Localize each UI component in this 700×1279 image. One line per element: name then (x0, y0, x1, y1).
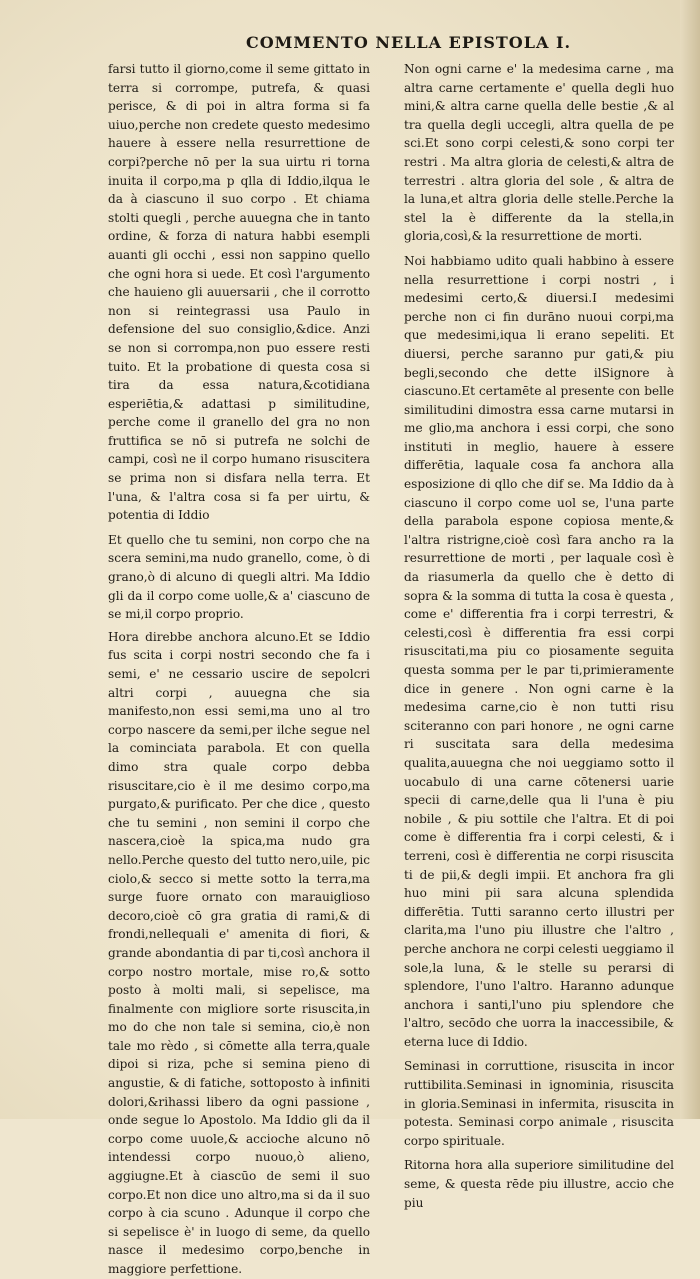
running-title: COMMENTO NELLA EPISTOLA I. (246, 33, 572, 52)
commentary-paragraph: Noi habbiamo udito quali habbino à essere nella resurrettione i corpi nostri , i medesimi certo,& diuersi.I medesimi perche non ci fin durāno nuoui corpi,ma que medesimi,iqua li erano sepeliti. Et diuersi, perche saranno pur gati,& piu begli,secondo che dette ilSignore à ciascuno.Et certamēte al presente con belle similitudini dimostra essa carne mutarsi in me glio,ma anchora i essi corpi, che sono instituti in meglio, hauere à essere differētia, laquale cosa fa anchora alla esposizione di qllo che dif se. Ma Iddio da à ciascuno il corpo come uol se, l'una parte della parabola espone copiosa mente,& l'altra ristrigne,cioè così fara ancho ra la resurrettione de morti , per laquale così è da riasumerla da quello che è detto di sopra & la somma di tutta la cosa è questa , come e' differentia fra i corpi terrestri, & celesti,così è differentia fra essi corpi risuscitati,ma piu co piosamente seguita questa somma per le par ti,primieramente dice in genere . Non ogni carne è la medesima carne,cio è non tutti risu sciteranno con pari honore , ne ogni carne ri suscitata sara della medesima qualita,auuegna che noi ueggiamo sotto il uocabulo di una carne cōtenersi uarie specii di carne,delle qua li l'una è piu nobile , & piu sottile che l'altra. Et di poi come è differentia fra i corpi celesti, & i terreni, così è differentia ne corpi risuscita ti de pii,& degli impii. Et anchora fra gli huo mini pii sara alcuna splendida differētia. Tutti saranno certo illustri per clarita,ma l'uno piu illustre che l'altro , perche anchora ne corpi celesti ueggiamo il sole,la luna, & le stelle su perarsi di splendore, l'uno l'altro. Haranno adunque anchora i santi,l'uno piu splendore che l'altro, secōdo che uorra la inaccessibile, & eterna luce di Iddio. (404, 253, 674, 1049)
page-edge (680, 0, 700, 1119)
commentary-paragraph: Ritorna hora alla superiore similitudine del seme, & questa rēde piu illustre, accio che piu (404, 1158, 674, 1210)
left-column (108, 60, 370, 1279)
scripture-verse: Seminasi in corruttione, risuscita in incor ruttibilita.Seminasi in ignominia, risuscita in gloria.Seminasi in infermita, risuscita in potesta. Seminasi corpo animale , risuscita corpo spirituale. (404, 1059, 674, 1148)
commentary-paragraph: Hora direbbe anchora alcuno.Et se Iddio fus scita i corpi nostri secondo che fa i semi, e' ne cessario uscire de sepolcri altri corpi , auuegna che sia manifesto,non essi semi,ma uno al tro corpo nascere da semi,per ilche segue nel la cominciata parabola. Et con quella dimo stra quale corpo debba risuscitare,cio è il me desimo corpo,ma purgato,& purificato. Per che dice , questo che tu semini , non semini il corpo che nascera,cioè la spica,ma nudo gra nello.Perche questo del tutto nero,uile, pic ciolo,& secco si mette sotto la terra,ma surge fuore ornato con marauiglioso decoro,cioè cō gra gratia di rami,& di frondi,nellequali e' amenita di fiori, & grande abondantia di par ti,così anchora il corpo nostro mortale, mise ro,& sotto posto à molti mali, si sepelisce, ma finalmente con migliore sorte risuscita,in mo do che non tale si semina, cio,è non tale mo rèdo , si cōmette alla terra,quale dipoi si riza, pche si semina pieno di angustie, & di fatiche, sottoposto à infiniti dolori,&rihassi libero da ogni passione , onde segue lo Apostolo. Ma Iddio gli da il corpo come uuole,& accioche alcuno nō intendessi corpo nuouo,ò alieno, aggiugne.Et à ciascūo de semi il suo corpo.Et non dice uno altro,ma si da il suo corpo à cia scuno . Adunque il corpo che si sepelisce è' in luogo di seme, da quello nasce il medesimo corpo,benche in maggiore perfettione. (108, 629, 370, 1276)
scripture-verse: Non ogni carne e' la medesima carne , ma altra carne certamente e' quella degli huo mini,& altra carne quella delle bestie ,& al tra quella degli uccegli, altra quella de pe sci.Et sono corpi celesti,& sono corpi ter restri . Ma altra gloria de celesti,& altra de terrestri . altra gloria del sole , & altra de la luna,et altra gloria delle stelle.Perche la stel la è differente da la stella,in gloria,così,& la resurrettione de morti. (404, 62, 674, 244)
commentary-paragraph: farsi tutto il giorno,come il seme gittato in terra si corrompe, putrefa, & quasi perisce, & di poi in altra forma si fa uiuo,perche non credete questo medesimo hauere à essere nella resurrettione de corpi?perche nō per la sua uirtu ri torna inuita il corpo,ma p qlla di Iddio,ilqua le da à ciascuno il suo corpo . Et chiama stolti quegli , perche auuegna che in tanto ordine, & forza di natura habbi esempli auanti gli occhi , essi non sappino quello che ogni hora si uede. Et così l'argumento che hauieno gli auuersarii , che il corrotto non si reintegrassi usa Paulo in defensione del suo consiglio,&dice. Anzi se non si corrompa,non puo essere resti tuito. Et la probatione di questa cosa si tira da essa natura,&cotidiana esperiētia,& adattasi p similitudine, perche come il granello del gra no non fruttifica se nō si putrefa ne solchi de campi, così ne il corpo humano risuscitera se prima non si disfara nella terra. Et l'una, & l'altra cosa si fa per uirtu, & potentia di Iddio (108, 62, 370, 523)
right-column (404, 60, 674, 1212)
scripture-verse: Et quello che tu semini, non corpo che na scera semini,ma nudo granello, come, ò di grano,ò di alcuno di quegli altri. Ma Iddio gli da il corpo come uolle,& a' ciascuno de se mi,il corpo proprio. (108, 532, 370, 622)
